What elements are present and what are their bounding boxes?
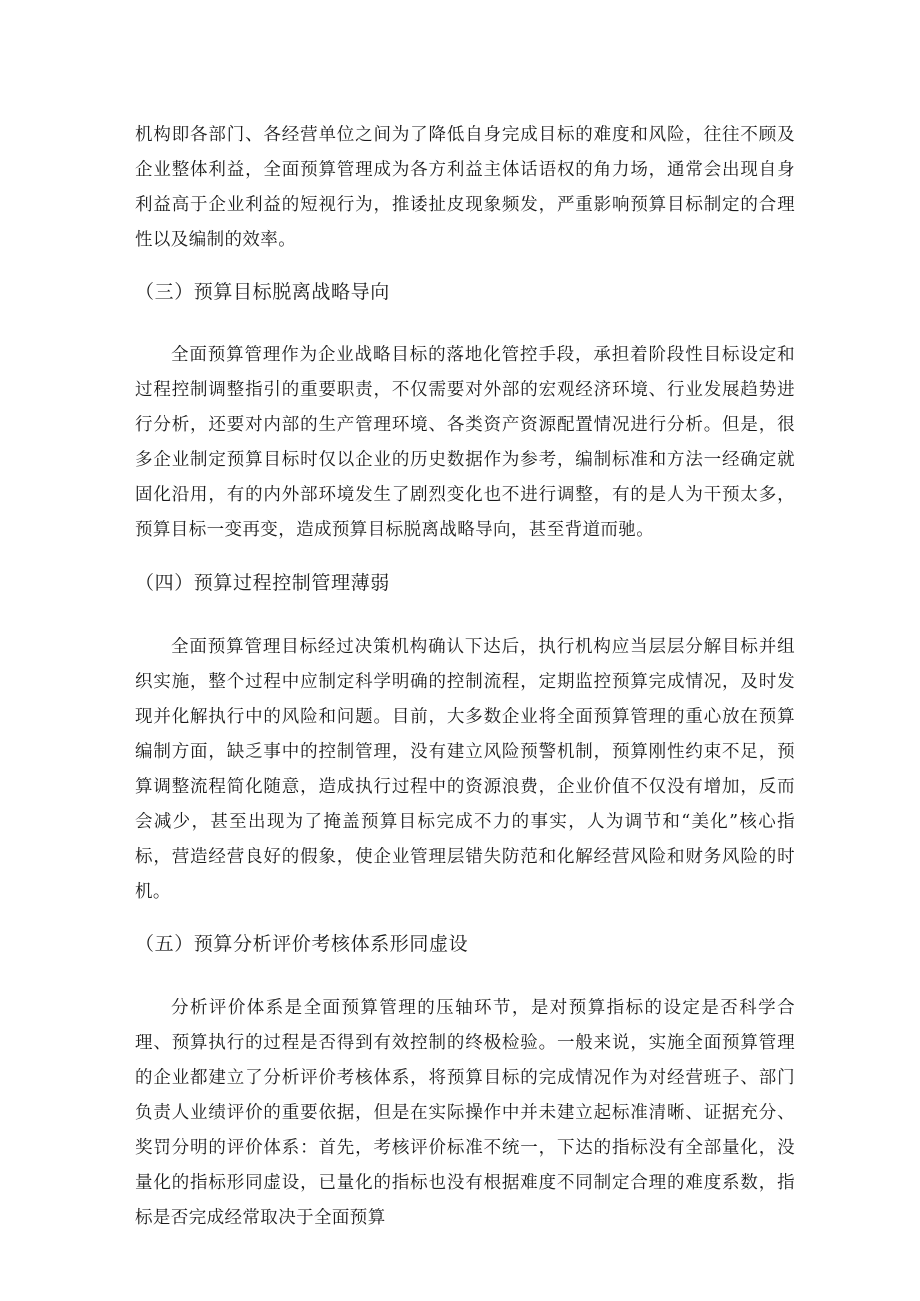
paragraph-section-3: 全面预算管理作为企业战略目标的落地化管控手段，承担着阶段性目标设定和过程控制调整指引的重要职责，不仅需要对外部的宏观经济环境、行业发展趋势进行分析，还要对内部的生产管理环境、各类资产资源配置情况进行分析。但是，很多企业制定预算目标时仅以企业的历史数据作为参考，编制标准和方法一经确定就固化沿用，有的内外部环境发生了剧烈变化也不进行调整，有的是人为干预太多，预算目标一变再变，造成预算目标脱离战略导向，甚至背道而驰。 — [135, 345, 795, 540]
section-heading-4: （四）预算过程控制管理薄弱 — [135, 572, 390, 594]
document-page — [135, 118, 795, 1236]
section-heading-3: （三）预算目标脱离战略导向 — [135, 281, 390, 303]
paragraph-section-5: 分析评价体系是全面预算管理的压轴环节，是对预算指标的设定是否科学合理、预算执行的过程是否得到有效控制的终极检验。一般来说，实施全面预算管理的企业都建立了分析评价考核体系，将预算目标的完成情况作为对经营班子、部门负责人业绩评价的重要依据，但是在实际操作中并未建立起标准清晰、证据充分、奖罚分明的评价体系：首先，考核评价标准不统一，下达的指标没有全部量化，没量化的指标形同虚设，已量化的指标也没有根据难度不同制定合理的难度系数，指标是否完成经常取决于全面预算 — [135, 998, 795, 1228]
paragraph-section-4: 全面预算管理目标经过决策机构确认下达后，执行机构应当层层分解目标并组织实施，整个过程中应制定科学明确的控制流程，定期监控预算完成情况，及时发现并化解执行中的风险和问题。目前，大多数企业将全面预算管理的重心放在预算编制方面，缺乏事中的控制管理，没有建立风险预警机制，预算刚性约束不足，预算调整流程简化随意，造成执行过程中的资源浪费，企业价值不仅没有增加，反而会减少，甚至出现为了掩盖预算目标完成不力的事实，人为调节和“美化”核心指标，营造经营良好的假象，使企业管理层错失防范和化解经营风险和财务风险的时机。 — [135, 637, 795, 902]
section-heading-5: （五）预算分析评价考核体系形同虚设 — [135, 933, 469, 955]
paragraph-continued: 机构即各部门、各经营单位之间为了降低自身完成目标的难度和风险，往往不顾及企业整体利益，全面预算管理成为各方利益主体话语权的角力场，通常会出现自身利益高于企业利益的短视行为，推诿扯皮现象频发，严重影响预算目标制定的合理性以及编制的效率。 — [135, 125, 795, 250]
